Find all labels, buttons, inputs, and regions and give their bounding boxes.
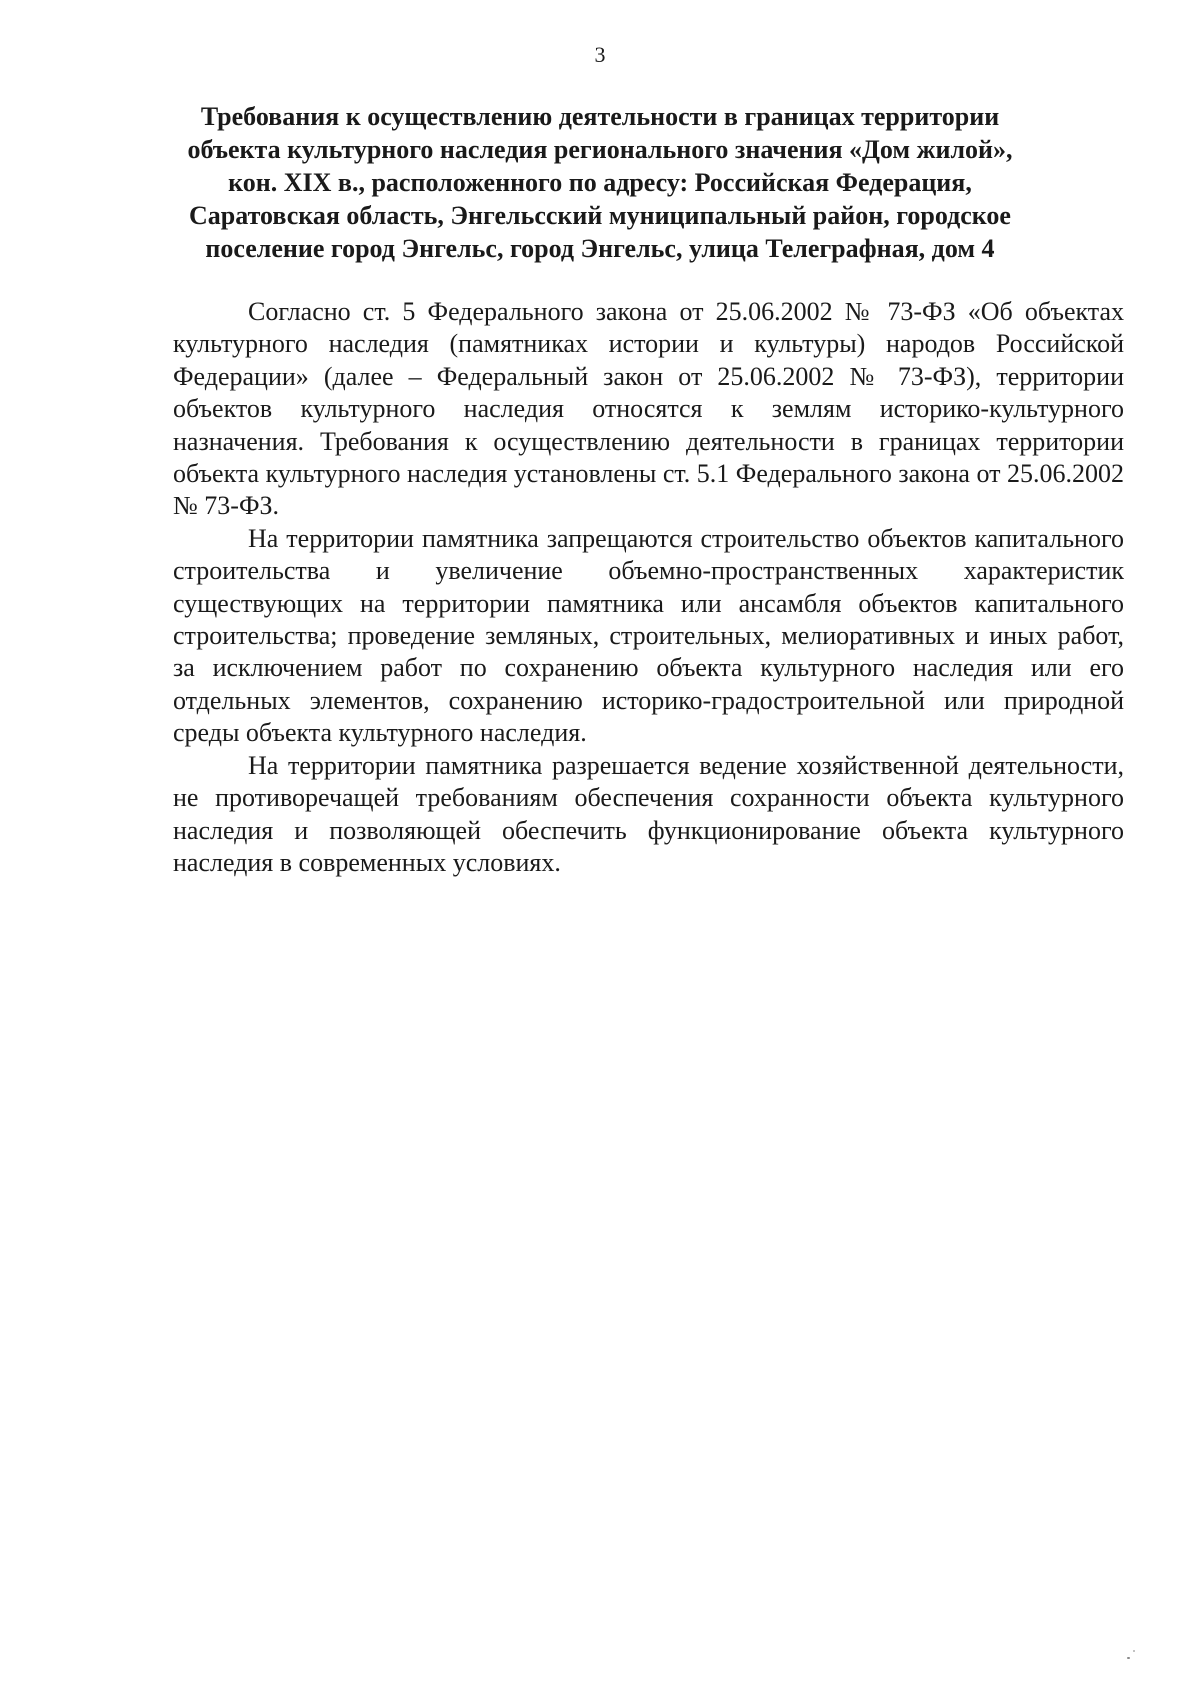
paragraph-prohibitions: На территории памятника запрещаются строительство объектов капитального строительства и увеличение объемно-пространственных характеристик существующих на территории памятника или ансамбля объектов капитального строительства; проведение земляных, строительных, мелиоративных и иных работ, за исключением работ по сохранению объекта культурного наследия или его отдельных элементов, сохранению историко-градостроительной или природной среды объекта культурного наследия.	[173, 523, 1124, 748]
title-line: поселение город Энгельс, город Энгельс, улица Телеграфная, дом 4	[205, 234, 995, 263]
page-number: 3	[594, 42, 606, 67]
title-line: кон. XIX в., расположенного по адресу: Российская Федерация,	[228, 168, 972, 197]
title-line: объекта культурного наследия регионального значения «Дом жилой»,	[187, 135, 1013, 164]
document-title	[150, 100, 1050, 265]
title-line: Требования к осуществлению деятельности в границах территории	[200, 102, 1000, 131]
document-body	[173, 296, 1124, 879]
scan-speck	[1127, 1657, 1130, 1659]
paragraph-permitted-activity: На территории памятника разрешается ведение хозяйственной деятельности, не противоречащей требованиям обеспечения сохранности объекта культурного наследия и позволяющей обеспечить функционирование объекта культурного наследия в современных условиях.	[173, 750, 1124, 877]
paragraph-legal-basis: Согласно ст. 5 Федерального закона от 25.06.2002 № 73-ФЗ «Об объектах культурного наследия (памятниках истории и культуры) народов Российской Федерации» (далее – Федеральный закон от 25.06.2002 № 73-ФЗ), территории объектов культурного наследия относятся к землям историко-культурного назначения. Требования к осуществлению деятельности в границах территории объекта культурного наследия установлены ст. 5.1 Федерального закона от 25.06.2002 № 73-ФЗ.	[173, 297, 1124, 521]
scan-speck	[1133, 1650, 1135, 1652]
title-line: Саратовская область, Энгельсский муниципальный район, городское	[189, 201, 1011, 230]
